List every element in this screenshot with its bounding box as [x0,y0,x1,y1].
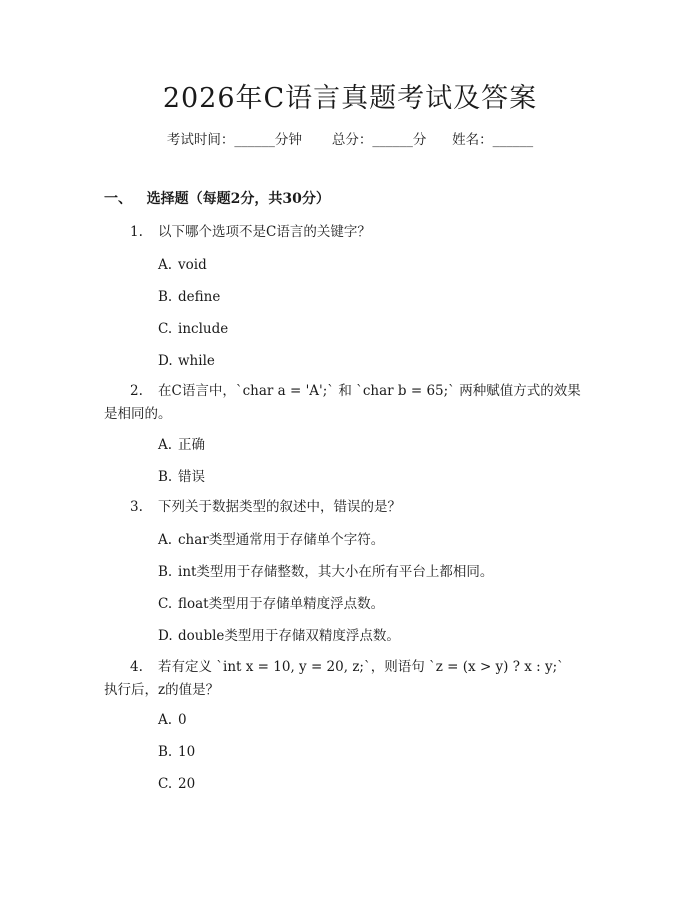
option-2a: A. 正确 [158,437,205,453]
option-text: 0 [178,712,187,728]
question-number: 3. [130,499,143,515]
question-text-line2: 执行后，z的值是？ [104,682,220,698]
option-text: include [178,321,229,337]
option-3c: C. float类型用于存储单精度浮点数。 [158,596,385,612]
question-text-line1: 若有定义 `int x = 10, y = 20, z;`，则语句 `z = (x > y) ? x : y;` [158,659,564,675]
option-4a: A. 0 [158,712,187,728]
option-4b: B. 10 [158,744,196,760]
exam-meta [0,131,700,149]
option-text: define [178,289,221,305]
option-1a: A. void [158,257,207,273]
option-4c: C. 20 [158,776,196,792]
option-text: float类型用于存储单精度浮点数。 [178,596,385,612]
question-1 [104,221,604,244]
section-title: 选择题（每题2分，共30分） [146,191,330,207]
option-3b: B. int类型用于存储整数，其大小在所有平台上都相同。 [158,564,494,580]
question-text: 下列关于数据类型的叙述中，错误的是？ [158,499,401,515]
option-1c: C. include [158,321,229,337]
question-text: 以下哪个选项不是C语言的关键字？ [158,224,371,240]
option-1d: D. while [158,353,215,369]
question-4 [104,656,604,702]
question-2 [104,380,604,426]
option-text: char类型通常用于存储单个字符。 [178,532,385,548]
option-3d: D. double类型用于存储双精度浮点数。 [158,628,400,644]
name-field: 姓名：______ [452,132,534,148]
section-heading [104,190,330,208]
section-number: 一、 [104,191,132,207]
option-text: while [178,353,215,369]
question-3 [104,496,604,519]
option-text: double类型用于存储双精度浮点数。 [178,628,400,644]
option-1b: B. define [158,289,221,305]
option-text: int类型用于存储整数，其大小在所有平台上都相同。 [178,564,494,580]
question-number: 4. [130,659,143,675]
option-text: 10 [178,744,196,760]
option-text: void [178,257,207,273]
question-number: 1. [130,224,143,240]
option-3a: A. char类型通常用于存储单个字符。 [158,532,385,548]
exam-time-field: 考试时间：______分钟 [166,132,302,148]
option-text: 错误 [178,469,205,485]
question-text-line2: 是相同的。 [104,406,172,422]
option-text: 正确 [178,437,205,453]
option-text: 20 [178,776,196,792]
option-2b: B. 错误 [158,469,205,485]
question-number: 2. [130,383,143,399]
total-score-field: 总分：______分 [331,132,427,148]
page-title: 2026年C语言真题考试及答案 [162,83,538,114]
question-text-line1: 在C语言中，`char a = 'A';` 和 `char b = 65;` 两种赋值方式的效果 [158,383,581,399]
